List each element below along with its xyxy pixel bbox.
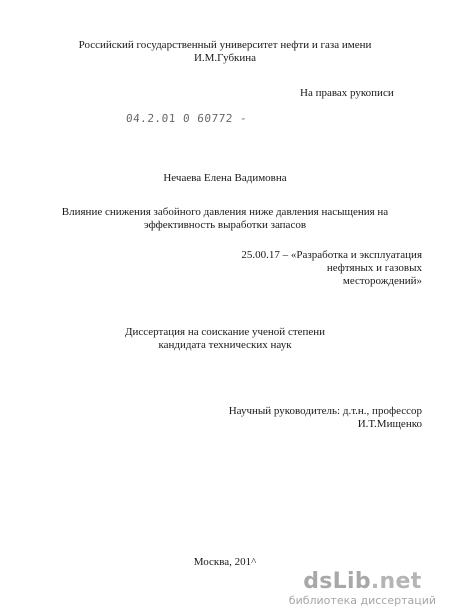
dslib-logo	[289, 571, 436, 593]
dslib-subtitle: библиотека диссертаций	[288, 594, 436, 607]
author-name: Нечаева Елена Вадимовна	[163, 172, 287, 184]
degree-line2: кандидата технических наук	[158, 339, 292, 351]
degree-statement	[0, 326, 450, 352]
manuscript-rights-note: На правах рукописи	[300, 87, 394, 99]
city-year: Москва, 201^	[193, 556, 257, 568]
specialty-line2: нефтяных и газовых	[326, 262, 422, 274]
dslib-logo-main: dsLib	[303, 569, 371, 594]
specialty-line3: месторождений»	[342, 275, 422, 287]
supervisor-line2: И.Т.Мищенко	[357, 418, 422, 430]
specialty-code	[200, 249, 422, 288]
library-stamp-number: 04.2.01 0 60772 -	[125, 112, 248, 125]
university-header	[0, 39, 450, 65]
dslib-watermark	[289, 571, 436, 606]
dslib-logo-tld: .net	[370, 569, 422, 594]
dissertation-title-line2: эффективность выработки запасов	[143, 219, 307, 231]
degree-line1: Диссертация на соискание ученой степени	[124, 326, 326, 338]
specialty-line1: 25.00.17 – «Разработка и эксплуатация	[241, 249, 422, 261]
university-name-line2: И.М.Губкина	[193, 52, 257, 64]
university-name-line1: Российский государственный университет нефти и газа имени	[78, 39, 372, 51]
dissertation-title	[20, 206, 430, 232]
supervisor-line1: Научный руководитель: д.т.н., профессор	[228, 405, 422, 417]
scientific-supervisor	[200, 405, 422, 431]
dissertation-title-line1: Влияние снижения забойного давления ниже давления насыщения на	[61, 206, 389, 218]
